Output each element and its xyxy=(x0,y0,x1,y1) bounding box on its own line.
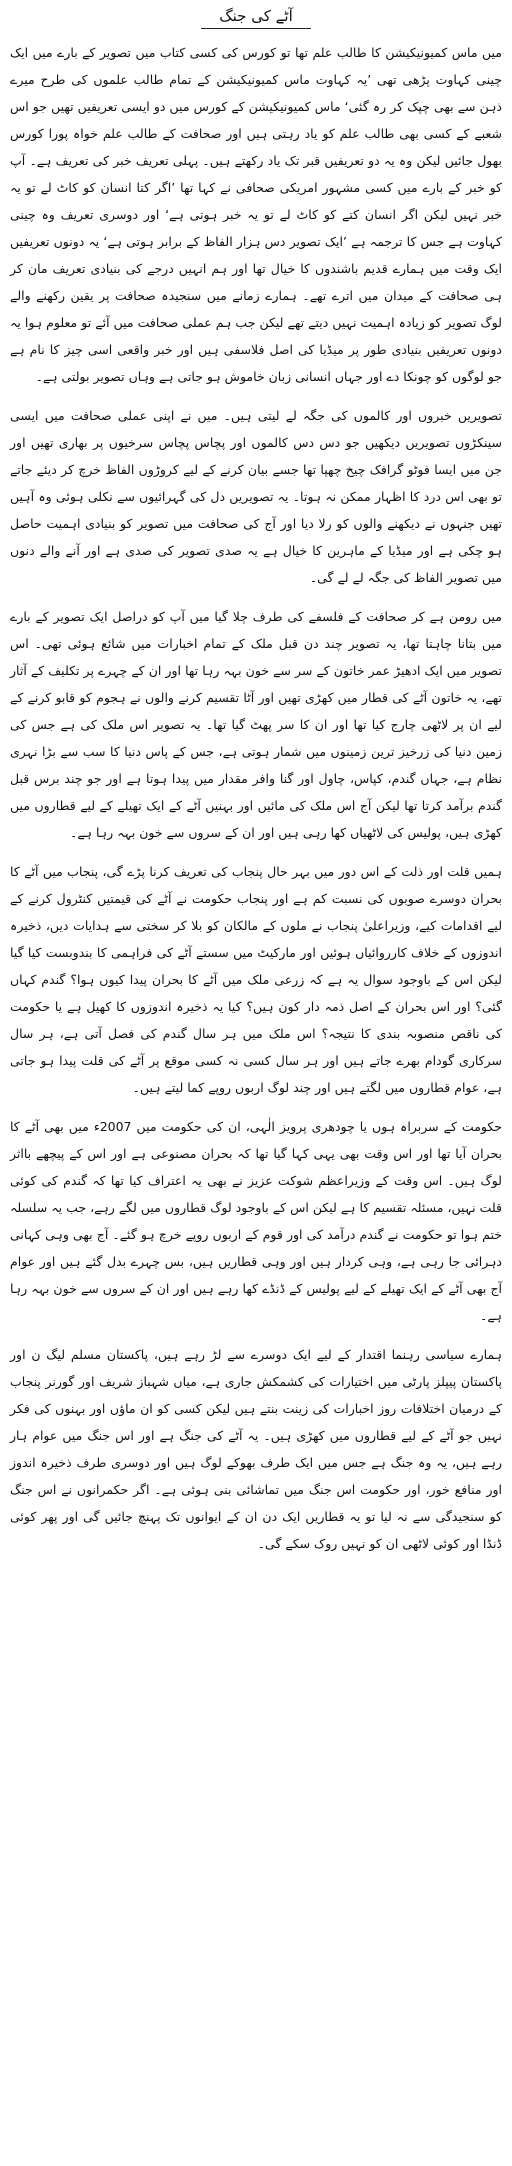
paragraph-5: حکومت کے سربراہ ہوں یا چودھری پرویز الٰہی، ان کی حکومت میں 2007ء میں بھی آٹے کا بحران آیا تھا اور اس وقت بھی یہی کہا گیا تھا کہ بحران مصنوعی ہے اور اس کے پیچھے بااثر لوگ ہیں۔ اس وقت کے وزیراعظم شوکت عزیز نے بھی یہ اعتراف کیا تھا کہ گندم کی کوئی قلت نہیں، مسئلہ تقسیم کا ہے لیکن اس کے باوجود لوگ قطاروں میں لگے رہے، جب یہ سلسلہ ختم ہوا تو حکومت نے گندم درآمد کی اور قوم کے اربوں روپے خرچ ہو گئے۔ آج بھی وہی کہانی دہرائی جا رہی ہے، وہی کردار ہیں اور وہی قطاریں ہیں، بس چہرے بدل گئے ہیں اور عوام آج بھی آٹے کے ایک تھیلے کے لیے پولیس کے ڈنڈے کھا رہے ہیں اور ان کے سروں سے خون بہہ رہا ہے۔ xyxy=(10,1119,502,1323)
column-title: آٹے کی جنگ xyxy=(219,7,293,25)
paragraph-4: ہمیں قلت اور ذلت کے اس دور میں بہر حال پنجاب کی تعریف کرنا پڑے گی، پنجاب میں آٹے کا بحران دوسرے صوبوں کی نسبت کم ہے اور پنجاب حکومت نے آٹے کی قیمتیں کنٹرول کرنے کے لیے اقدامات کیے، وزیراعلیٰ پنجاب نے ملوں کے مالکان کو بلا کر سختی سے ہدایات دیں، ذخیرہ اندوزوں کے خلاف کارروائیاں ہوئیں اور مارکیٹ میں سستے آٹے کی فراہمی کا بندوبست کیا گیا لیکن اس کے باوجود سوال یہ ہے کہ زرعی ملک میں آٹے کا بحران پیدا کیوں ہوا؟ گندم کہاں گئی؟ اور اس بحران کے اصل ذمہ دار کون ہیں؟ کیا یہ ذخیرہ اندوزوں کا کھیل ہے یا حکومت کی ناقص منصوبہ بندی کا نتیجہ؟ اس ملک میں ہر سال گندم کی فصل آتی ہے، ہر سال سرکاری گودام بھرے جاتے ہیں اور ہر سال کسی نہ کسی موقع پر آٹے کی قلت پیدا ہو جاتی ہے، عوام قطاروں میں لگتے ہیں اور چند لوگ اربوں روپے کما لیتے ہیں۔ xyxy=(10,864,502,1095)
article-body xyxy=(10,39,502,1557)
paragraph-2: تصویریں خبروں اور کالموں کی جگہ لے لیتی ہیں۔ میں نے اپنی عملی صحافت میں ایسی سینکڑوں تصویریں دیکھیں جو دس دس کالموں اور پچاس پچاس سرخیوں پر بھاری تھیں اور جن میں ایسا فوٹو گرافک چیخ چھپا تھا جسے بیان کرنے کے لیے کروڑوں الفاظ خرچ کر دیئے جاتے تو بھی اس درد کا اظہار ممکن نہ ہوتا۔ یہ تصویریں دل کی گہرائیوں سے نکلی ہوئی وہ آہیں تھیں جنہوں نے دیکھنے والوں کو رلا دیا اور آج کی صحافت میں تصویر کو بنیادی اہمیت حاصل ہو چکی ہے اور میڈیا کے ماہرین کا خیال ہے یہ صدی تصویر کی صدی ہے اور آنے والے دنوں میں تصویر الفاظ کی جگہ لے لے گی۔ xyxy=(10,408,502,585)
paragraph-1: میں ماس کمیونیکیشن کا طالب علم تھا تو کورس کی کسی کتاب میں تصویر کے بارے میں ایک چینی کہاوت پڑھی تھی ’یہ کہاوت ماس کمیونیکیشن کے تمام طالب علموں کی طرح میرے ذہن سے بھی چپک کر رہ گئی‘ ماس کمیونیکیشن کے کورس میں دو ایسی تعریفیں تھیں جو اس شعبے کے کسی بھی طالب علم کو یاد رہتی ہیں اور صحافت کے طالب علم خواہ پورا کورس بھول جائیں لیکن وہ یہ دو تعریفیں قبر تک یاد رکھتے ہیں۔ پہلی تعریف خبر کی تعریف ہے۔ آپ کو خبر کے بارے میں کسی مشہور امریکی صحافی نے کہا تھا ’اگر کتا انسان کو کاٹ لے تو یہ خبر نہیں لیکن اگر انسان کتے کو کاٹ لے تو یہ خبر ہوتی ہے‘ اور دوسری تعریف وہ چینی کہاوت ہے جس کا ترجمہ ہے ’ایک تصویر دس ہزار الفاظ کے برابر ہوتی ہے‘ یہ دونوں تعریفیں ایک وقت میں ہمارے قدیم باشندوں کا خیال تھا اور ہم انہیں درجے کی بنیادی تعریف مان کر ہی صحافت کے میدان میں اترے تھے۔ ہمارے زمانے میں سنجیدہ صحافت پر یقین رکھنے والے لوگ تصویر کو زیادہ اہمیت نہیں دیتے تھے لیکن جب ہم عملی صحافت میں آئے تو معلوم ہوا یہ دونوں تعریفیں بنیادی طور پر میڈیا کی اصل فلاسفی ہیں اور خبر واقعی اسی چیز کا نام ہے جو لوگوں کو چونکا دے اور جہاں انسانی زبان خاموش ہو جاتی ہے وہاں تصویر بولتی ہے۔ xyxy=(10,45,502,384)
paragraph-6: ہمارے سیاسی رہنما اقتدار کے لیے ایک دوسرے سے لڑ رہے ہیں، پاکستان مسلم لیگ ن اور پاکستان پیپلز پارٹی میں اختیارات کی کشمکش جاری ہے، میاں شہباز شریف اور گورنر پنجاب کے درمیان اختلافات روز اخبارات کی زینت بنتے ہیں لیکن کسی کو ان ماؤں اور بہنوں کی فکر نہیں جو آٹے کے لیے قطاروں میں کھڑی ہیں۔ یہ آٹے کی جنگ ہے اور اس جنگ میں عوام ہار رہے ہیں، یہ وہ جنگ ہے جس میں ایک طرف بھوکے لوگ ہیں اور دوسری طرف ذخیرہ اندوز اور منافع خور، اور حکومت اس جنگ میں تماشائی بنی ہوئی ہے۔ اگر حکمرانوں نے اس جنگ کو سنجیدگی سے نہ لیا تو یہ قطاریں ایک دن ان کے ایوانوں تک پہنچ جائیں گی اور پھر کوئی ڈنڈا اور کوئی لاٹھی ان کو نہیں روک سکے گی۔ xyxy=(10,1347,502,1551)
paragraph-3: میں رومن ہے کر صحافت کے فلسفے کی طرف چلا گیا میں آپ کو دراصل ایک تصویر کے بارے میں بتانا چاہتا تھا، یہ تصویر چند دن قبل ملک کے تمام اخبارات میں شائع ہوئی تھی۔ اس تصویر میں ایک ادھیڑ عمر خاتون کے سر سے خون بہہ رہا تھا اور ان کے چہرے پر تکلیف کے آثار تھے، یہ خاتون آٹے کی قطار میں کھڑی تھیں اور آٹا تقسیم کرنے والوں نے ہجوم کو قابو کرنے کے لیے ان پر لاٹھی چارج کیا تھا اور ان کا سر پھٹ گیا تھا۔ یہ تصویر اس ملک کی ہے جس کی زمین دنیا کی زرخیز ترین زمینوں میں شمار ہوتی ہے، جس کے پاس دنیا کا سب سے بڑا نہری نظام ہے، جہاں گندم، کپاس، چاول اور گنا وافر مقدار میں پیدا ہوتا ہے اور جو چند برس قبل گندم برآمد کرتا تھا لیکن آج اس ملک کی مائیں اور بہنیں آٹے کے ایک تھیلے کے لیے قطاروں میں کھڑی ہیں، پولیس کی لاٹھیاں کھا رہی ہیں اور ان کے سروں سے خون بہہ رہا ہے۔ xyxy=(10,609,502,840)
title-underline xyxy=(201,28,311,29)
